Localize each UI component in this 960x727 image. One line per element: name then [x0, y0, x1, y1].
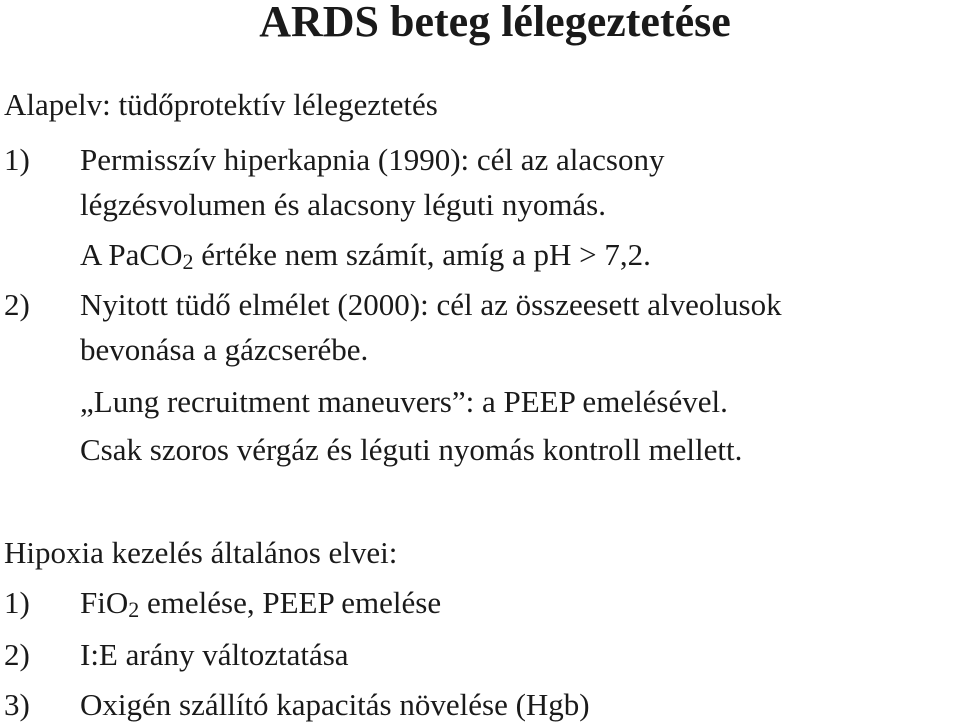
fio2-subscript: 2 [128, 597, 140, 622]
fio2-text: emelése, PEEP emelése [139, 585, 442, 620]
item-text: I:E arány változtatása [80, 637, 349, 672]
paco2-text: értéke nem számít, amíg a pH > 7,2. [193, 237, 651, 272]
item-number: 2) [4, 637, 30, 672]
item-number: 1) [4, 142, 30, 177]
item-text: Permisszív hiperkapnia (1990): cél az alacsony [80, 142, 665, 177]
fio2-label: FiO [80, 585, 129, 620]
item-number: 2) [4, 287, 30, 322]
item-text: Nyitott tüdő elmélet (2000): cél az összeesett alveolusok [80, 287, 782, 322]
paco2-label: A PaCO [80, 237, 183, 272]
section1-item2-line3: „Lung recruitment maneuvers”: a PEEP emelésével. [80, 384, 728, 419]
item-number: 3) [4, 687, 30, 722]
item-text [80, 586, 441, 623]
paco2-subscript: 2 [182, 249, 194, 274]
section1-item2-line2: bevonása a gázcserébe. [80, 332, 369, 367]
section1-item1-line3 [80, 238, 651, 275]
section2-heading: Hipoxia kezelés általános elvei: [4, 535, 398, 570]
item-text: Oxigén szállító kapacitás növelése (Hgb) [80, 687, 590, 722]
section1-item1-line2: légzésvolumen és alacsony léguti nyomás. [80, 187, 607, 222]
section1-item2-line4: Csak szoros vérgáz és léguti nyomás kontroll mellett. [80, 432, 743, 467]
item-number: 1) [4, 585, 30, 620]
section1-heading: Alapelv: tüdőprotektív lélegeztetés [4, 87, 438, 122]
page-title: ARDS beteg lélegeztetése [259, 0, 731, 46]
